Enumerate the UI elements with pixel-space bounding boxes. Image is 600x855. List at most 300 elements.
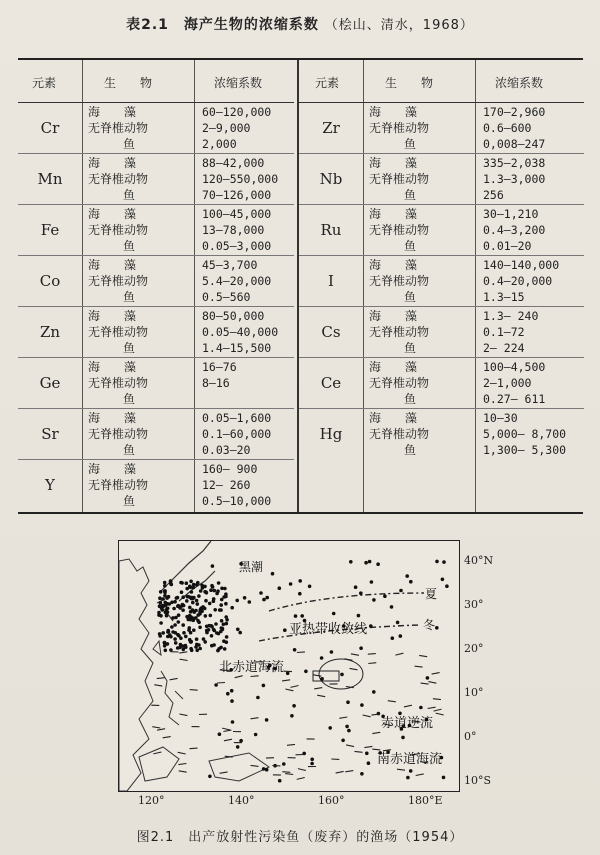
fish-catch-dot bbox=[182, 648, 186, 652]
current-arrow bbox=[344, 659, 352, 661]
fish-catch-dot bbox=[441, 578, 445, 582]
factor-value: 0.03—20 bbox=[202, 443, 251, 457]
factor-value: 0,008—247 bbox=[483, 137, 546, 151]
fish-catch-dot bbox=[224, 602, 228, 606]
header-organism: 生 物 bbox=[385, 76, 434, 90]
table-row bbox=[18, 204, 294, 256]
asia-coastline bbox=[119, 559, 153, 791]
organism-label: 无脊椎动物 bbox=[88, 274, 149, 288]
factor-value: 1.3— 240 bbox=[483, 309, 539, 323]
organism-label: 鱼 bbox=[122, 239, 135, 253]
element-symbol: Sr bbox=[41, 424, 59, 443]
fish-catch-dot bbox=[208, 602, 212, 606]
contaminated-fish-dots bbox=[157, 560, 449, 783]
factor-value: 2— 224 bbox=[483, 341, 525, 355]
fish-catch-dot bbox=[265, 596, 269, 600]
fish-catch-dot bbox=[204, 599, 208, 603]
organism-label: 海 藻 bbox=[369, 105, 418, 119]
header-factor: 浓缩系数 bbox=[214, 76, 263, 90]
fish-catch-dot bbox=[265, 768, 269, 772]
fish-catch-dot bbox=[230, 689, 234, 693]
label-south-equatorial: 南赤道海流 bbox=[377, 752, 443, 767]
fish-catch-dot bbox=[159, 601, 163, 605]
factor-value: 0.1—72 bbox=[483, 325, 525, 339]
fish-catch-dot bbox=[271, 572, 275, 576]
organism-label: 无脊椎动物 bbox=[369, 427, 430, 441]
label-summer: 夏 bbox=[425, 587, 438, 601]
fish-catch-dot bbox=[369, 624, 373, 628]
current-arrow bbox=[178, 752, 186, 754]
organism-label: 无脊椎动物 bbox=[88, 427, 149, 441]
fish-catch-dot bbox=[259, 591, 263, 595]
fish-catch-dot bbox=[298, 579, 302, 583]
table-header bbox=[299, 60, 584, 103]
fish-catch-dot bbox=[211, 564, 215, 568]
current-arrow bbox=[388, 701, 396, 702]
fish-catch-dot bbox=[214, 683, 218, 687]
lat-tick-label: 0° bbox=[464, 730, 477, 743]
current-arrow bbox=[436, 713, 444, 715]
fish-catch-dot bbox=[230, 606, 234, 610]
fish-catch-dot bbox=[202, 637, 206, 641]
fish-catch-dot bbox=[188, 606, 192, 610]
table-row bbox=[299, 357, 584, 409]
factor-value: 60—120,000 bbox=[202, 105, 272, 119]
current-arrow bbox=[180, 659, 188, 660]
fish-catch-dot bbox=[367, 761, 371, 765]
fish-catch-dot bbox=[170, 625, 174, 629]
fish-catch-dot bbox=[445, 584, 449, 588]
fish-catch-dot bbox=[304, 670, 308, 674]
fish-catch-dot bbox=[184, 635, 188, 639]
fish-catch-dot bbox=[215, 592, 219, 596]
organism-label: 无脊椎动物 bbox=[88, 121, 149, 135]
organism-label: 鱼 bbox=[403, 137, 416, 151]
fish-catch-dot bbox=[347, 729, 351, 733]
fish-catch-dot bbox=[180, 581, 184, 585]
header-organism: 生 物 bbox=[104, 76, 153, 90]
current-arrow bbox=[297, 778, 305, 780]
current-arrow bbox=[421, 683, 429, 684]
factor-value: 0.05—40,000 bbox=[202, 325, 279, 339]
fish-catch-dot bbox=[195, 637, 199, 641]
factor-value: 160— 900 bbox=[202, 462, 258, 476]
element-symbol: Ge bbox=[39, 373, 61, 392]
factor-list bbox=[202, 155, 290, 203]
element-symbol: Cr bbox=[40, 118, 60, 137]
fish-catch-dot bbox=[159, 590, 163, 594]
fish-catch-dot bbox=[310, 762, 314, 766]
fish-catch-dot bbox=[401, 736, 405, 740]
fish-catch-dot bbox=[225, 640, 229, 644]
fish-catch-dot bbox=[158, 596, 162, 600]
fish-catch-dot bbox=[181, 608, 185, 612]
fish-catch-dot bbox=[213, 608, 217, 612]
map-frame bbox=[118, 540, 460, 792]
factor-list bbox=[202, 308, 290, 356]
factor-value: 2—9,000 bbox=[202, 121, 251, 135]
current-arrow bbox=[368, 654, 376, 655]
fish-catch-dot bbox=[212, 628, 216, 632]
current-arrow bbox=[372, 732, 380, 733]
fish-catch-dot bbox=[166, 642, 170, 646]
fish-catch-dot bbox=[157, 611, 161, 615]
organism-label: 无脊椎动物 bbox=[369, 274, 430, 288]
fish-catch-dot bbox=[165, 602, 169, 606]
fish-catch-dot bbox=[201, 605, 205, 609]
fish-catch-dot bbox=[290, 714, 294, 718]
element-symbol: Ru bbox=[320, 220, 342, 239]
fish-catch-dot bbox=[308, 585, 312, 589]
organism-list bbox=[88, 410, 188, 458]
fish-catch-dot bbox=[398, 712, 402, 716]
fish-catch-dot bbox=[163, 589, 167, 593]
factor-value: 0.1—60,000 bbox=[202, 427, 272, 441]
fish-catch-dot bbox=[405, 574, 409, 578]
table-row bbox=[299, 306, 584, 358]
test-area-box bbox=[313, 671, 339, 681]
table-header bbox=[18, 60, 294, 103]
organism-label: 海 藻 bbox=[369, 360, 418, 374]
organism-label: 鱼 bbox=[122, 341, 135, 355]
factor-list bbox=[483, 155, 580, 203]
fish-catch-dot bbox=[236, 745, 240, 749]
fish-catch-dot bbox=[419, 706, 423, 710]
current-arrow bbox=[395, 653, 403, 655]
current-arrow bbox=[190, 748, 198, 749]
factor-list bbox=[483, 308, 580, 356]
subtropical-convergence-summer bbox=[269, 593, 424, 611]
fish-catch-dot bbox=[188, 585, 192, 589]
fish-catch-dot bbox=[173, 637, 177, 641]
factor-list bbox=[483, 206, 580, 254]
current-arrow bbox=[251, 718, 259, 719]
fish-catch-dot bbox=[391, 636, 395, 640]
header-element: 元素 bbox=[315, 76, 340, 90]
fish-catch-dot bbox=[197, 621, 201, 625]
fish-catch-dot bbox=[248, 600, 252, 604]
fish-catch-dot bbox=[188, 618, 192, 622]
current-arrow bbox=[364, 746, 372, 747]
table-row bbox=[299, 102, 584, 154]
fish-catch-dot bbox=[349, 560, 353, 564]
fish-catch-dot bbox=[328, 726, 332, 730]
current-arrow bbox=[223, 730, 231, 731]
lon-tick-label: 180°E bbox=[408, 794, 443, 807]
current-arrow bbox=[317, 695, 325, 697]
fish-catch-dot bbox=[166, 629, 170, 633]
concentration-table bbox=[18, 58, 583, 514]
table-row bbox=[18, 357, 294, 409]
fish-catch-dot bbox=[161, 631, 165, 635]
organism-list bbox=[88, 359, 188, 407]
fish-catch-dot bbox=[195, 649, 199, 653]
organism-label: 海 藻 bbox=[88, 258, 137, 272]
figure-caption: 图2.1 出产放射性污染鱼（废弃）的渔场（1954） bbox=[136, 830, 464, 845]
factor-list bbox=[202, 104, 290, 152]
organism-label: 无脊椎动物 bbox=[369, 223, 430, 237]
table-row bbox=[18, 153, 294, 205]
factor-value: 70—126,000 bbox=[202, 188, 272, 202]
factor-value: 0.01—20 bbox=[483, 239, 532, 253]
factor-value: 0.4—20,000 bbox=[483, 274, 553, 288]
current-arrow bbox=[178, 764, 186, 765]
fish-catch-dot bbox=[330, 650, 334, 654]
table-row bbox=[299, 408, 584, 459]
organism-label: 海 藻 bbox=[369, 309, 418, 323]
organism-label: 鱼 bbox=[403, 443, 416, 457]
fish-catch-dot bbox=[178, 646, 182, 650]
fish-catch-dot bbox=[197, 594, 201, 598]
current-arrow bbox=[190, 690, 198, 691]
borneo-newguinea bbox=[139, 747, 269, 781]
header-factor: 浓缩系数 bbox=[495, 76, 544, 90]
factor-list bbox=[202, 410, 290, 458]
lat-tick-label: 10°S bbox=[464, 774, 492, 787]
fish-catch-dot bbox=[177, 620, 181, 624]
current-arrow bbox=[415, 666, 423, 667]
fish-catch-dot bbox=[159, 621, 163, 625]
current-arrow bbox=[152, 727, 160, 728]
fish-catch-dot bbox=[159, 614, 163, 618]
table-row bbox=[299, 204, 584, 256]
label-kuroshio: 黑潮 bbox=[239, 560, 264, 574]
fish-catch-dot bbox=[231, 720, 235, 724]
element-symbol: Cs bbox=[321, 322, 341, 341]
element-symbol: Fe bbox=[40, 220, 60, 239]
organism-list bbox=[88, 257, 188, 305]
lat-tick-label: 30° bbox=[464, 598, 484, 611]
fish-catch-dot bbox=[175, 596, 179, 600]
fish-catch-dot bbox=[278, 779, 282, 783]
factor-value: 1,300— 5,300 bbox=[483, 443, 567, 457]
element-symbol: Zn bbox=[39, 322, 61, 341]
organism-label: 鱼 bbox=[403, 239, 416, 253]
current-arrow bbox=[346, 745, 354, 747]
fish-catch-dot bbox=[293, 648, 297, 652]
factor-list bbox=[483, 359, 580, 407]
fish-catch-dot bbox=[359, 591, 363, 595]
fish-catch-dot bbox=[320, 656, 324, 660]
fish-catch-dot bbox=[442, 776, 446, 780]
fish-catch-dot bbox=[360, 772, 364, 776]
factor-value: 30—1,210 bbox=[483, 207, 539, 221]
fish-catch-dot bbox=[191, 601, 195, 605]
current-arrow bbox=[383, 750, 391, 751]
fish-catch-dot bbox=[282, 762, 286, 766]
organism-label: 海 藻 bbox=[88, 462, 137, 476]
fish-catch-dot bbox=[164, 611, 168, 615]
current-arrow bbox=[153, 752, 161, 754]
fish-catch-dot bbox=[189, 580, 193, 584]
fish-catch-dot bbox=[235, 599, 239, 603]
fish-catch-dot bbox=[205, 591, 209, 595]
current-arrow bbox=[170, 678, 178, 679]
fish-catch-dot bbox=[164, 649, 168, 653]
current-arrow bbox=[314, 688, 322, 689]
current-arrow bbox=[251, 676, 259, 677]
label-north-equatorial: 北赤道海流 bbox=[219, 660, 285, 675]
fish-catch-dot bbox=[218, 732, 222, 736]
fish-catch-dot bbox=[265, 718, 269, 722]
element-symbol: Y bbox=[45, 475, 55, 494]
fish-catch-dot bbox=[179, 636, 183, 640]
current-arrow bbox=[285, 689, 293, 691]
fish-catch-dot bbox=[300, 614, 304, 618]
current-arrow bbox=[287, 744, 295, 745]
organism-label: 海 藻 bbox=[88, 411, 137, 425]
fish-catch-dot bbox=[212, 599, 216, 603]
organism-list bbox=[369, 257, 469, 305]
label-winter: 冬 bbox=[423, 618, 436, 632]
organism-label: 无脊椎动物 bbox=[88, 478, 149, 492]
current-arrow bbox=[179, 652, 187, 653]
factor-value: 0.6—600 bbox=[483, 121, 532, 135]
fish-catch-dot bbox=[213, 589, 217, 593]
factor-value: 2—1,000 bbox=[483, 376, 532, 390]
fish-catch-dot bbox=[171, 630, 175, 634]
fish-catch-dot bbox=[185, 581, 189, 585]
current-arrow bbox=[313, 675, 321, 676]
factor-value: 8—16 bbox=[202, 376, 230, 390]
table-title bbox=[0, 14, 600, 34]
current-arrow bbox=[419, 655, 427, 656]
fish-catch-dot bbox=[207, 624, 211, 628]
fish-catch-dot bbox=[238, 631, 242, 635]
current-arrow bbox=[368, 663, 376, 664]
fish-catch-dot bbox=[225, 622, 229, 626]
organism-list bbox=[369, 359, 469, 407]
table-left-half bbox=[18, 60, 294, 512]
fish-catch-dot bbox=[224, 595, 228, 599]
fish-catch-dot bbox=[210, 634, 214, 638]
factor-value: 335—2,038 bbox=[483, 156, 546, 170]
factor-value: 0.05—1,600 bbox=[202, 411, 272, 425]
fish-catch-dot bbox=[167, 595, 171, 599]
fish-catch-dot bbox=[236, 628, 240, 632]
lat-tick-label: 20° bbox=[464, 642, 484, 655]
factor-value: 88—42,000 bbox=[202, 156, 265, 170]
fish-catch-dot bbox=[218, 608, 222, 612]
fish-catch-dot bbox=[163, 594, 167, 598]
fish-catch-dot bbox=[217, 581, 221, 585]
fish-catch-dot bbox=[217, 632, 221, 636]
table-right-half bbox=[298, 60, 584, 512]
organism-list bbox=[369, 155, 469, 203]
organism-list bbox=[88, 104, 188, 152]
table-row bbox=[18, 408, 294, 460]
fish-catch-dot bbox=[294, 614, 298, 618]
table-row bbox=[18, 255, 294, 307]
fish-catch-dot bbox=[173, 600, 177, 604]
fish-catch-dot bbox=[169, 579, 173, 583]
fish-catch-dot bbox=[221, 628, 225, 632]
table-row bbox=[299, 255, 584, 307]
fish-catch-dot bbox=[219, 603, 223, 607]
factor-value: 170—2,960 bbox=[483, 105, 546, 119]
fish-catch-dot bbox=[372, 690, 376, 694]
fish-catch-dot bbox=[181, 623, 185, 627]
current-arrow bbox=[336, 771, 344, 773]
fish-catch-dot bbox=[210, 644, 214, 648]
fish-catch-dot bbox=[187, 595, 191, 599]
fish-catch-dot bbox=[185, 615, 189, 619]
element-symbol: Zr bbox=[322, 118, 340, 137]
organism-label: 无脊椎动物 bbox=[369, 376, 430, 390]
organism-list bbox=[369, 206, 469, 254]
fish-catch-dot bbox=[199, 589, 203, 593]
factor-list bbox=[483, 257, 580, 305]
factor-value: 80—50,000 bbox=[202, 309, 265, 323]
fish-catch-dot bbox=[187, 628, 191, 632]
fish-catch-dot bbox=[161, 597, 165, 601]
current-arrow bbox=[432, 673, 440, 675]
fish-catch-dot bbox=[192, 610, 196, 614]
factor-list bbox=[202, 206, 290, 254]
fish-catch-dot bbox=[346, 700, 350, 704]
factor-value: 13—78,000 bbox=[202, 223, 265, 237]
fish-catch-dot bbox=[262, 598, 266, 602]
element-symbol: Mn bbox=[37, 169, 63, 188]
fish-catch-dot bbox=[357, 614, 361, 618]
element-symbol: Nb bbox=[319, 169, 343, 188]
current-arrow bbox=[224, 739, 232, 741]
table-source: （桧山、清水，1968） bbox=[324, 18, 474, 33]
fish-catch-dot bbox=[195, 599, 199, 603]
fish-catch-dot bbox=[198, 647, 202, 651]
organism-label: 鱼 bbox=[403, 341, 416, 355]
current-arrow bbox=[355, 751, 363, 752]
organism-list bbox=[88, 206, 188, 254]
current-arrow bbox=[154, 685, 162, 686]
factor-value: 10—30 bbox=[483, 411, 518, 425]
element-symbol: Ce bbox=[320, 373, 342, 392]
fish-catch-dot bbox=[192, 586, 196, 590]
current-arrow bbox=[157, 678, 165, 679]
current-arrow bbox=[351, 654, 359, 656]
fish-catch-dot bbox=[204, 614, 208, 618]
organism-label: 鱼 bbox=[122, 494, 135, 508]
factor-list bbox=[202, 461, 290, 509]
current-arrow bbox=[372, 749, 380, 750]
factor-value: 140—140,000 bbox=[483, 258, 560, 272]
fish-catch-dot bbox=[174, 616, 178, 620]
current-arrow bbox=[428, 682, 436, 684]
fish-catch-dot bbox=[181, 603, 185, 607]
organism-label: 无脊椎动物 bbox=[88, 223, 149, 237]
fish-catch-dot bbox=[194, 645, 198, 649]
fish-catch-dot bbox=[230, 699, 234, 703]
fish-catch-dot bbox=[174, 641, 178, 645]
fish-catch-dot bbox=[298, 592, 302, 596]
fish-catch-dot bbox=[198, 626, 202, 630]
current-arrow bbox=[433, 699, 441, 700]
fish-catch-dot bbox=[169, 635, 173, 639]
fish-catch-dot bbox=[209, 588, 213, 592]
current-arrow bbox=[179, 771, 187, 772]
fish-catch-dot bbox=[254, 733, 258, 737]
fish-catch-dot bbox=[163, 581, 167, 585]
lon-tick-label: 120° bbox=[138, 794, 165, 807]
fish-catch-dot bbox=[262, 684, 266, 688]
fish-catch-dot bbox=[435, 560, 439, 564]
fish-catch-dot bbox=[340, 673, 344, 677]
current-arrow bbox=[428, 707, 436, 708]
fish-catch-dot bbox=[180, 590, 184, 594]
fish-catch-dot bbox=[166, 635, 170, 639]
fish-catch-dot bbox=[383, 594, 387, 598]
factor-value: 256 bbox=[483, 188, 504, 202]
